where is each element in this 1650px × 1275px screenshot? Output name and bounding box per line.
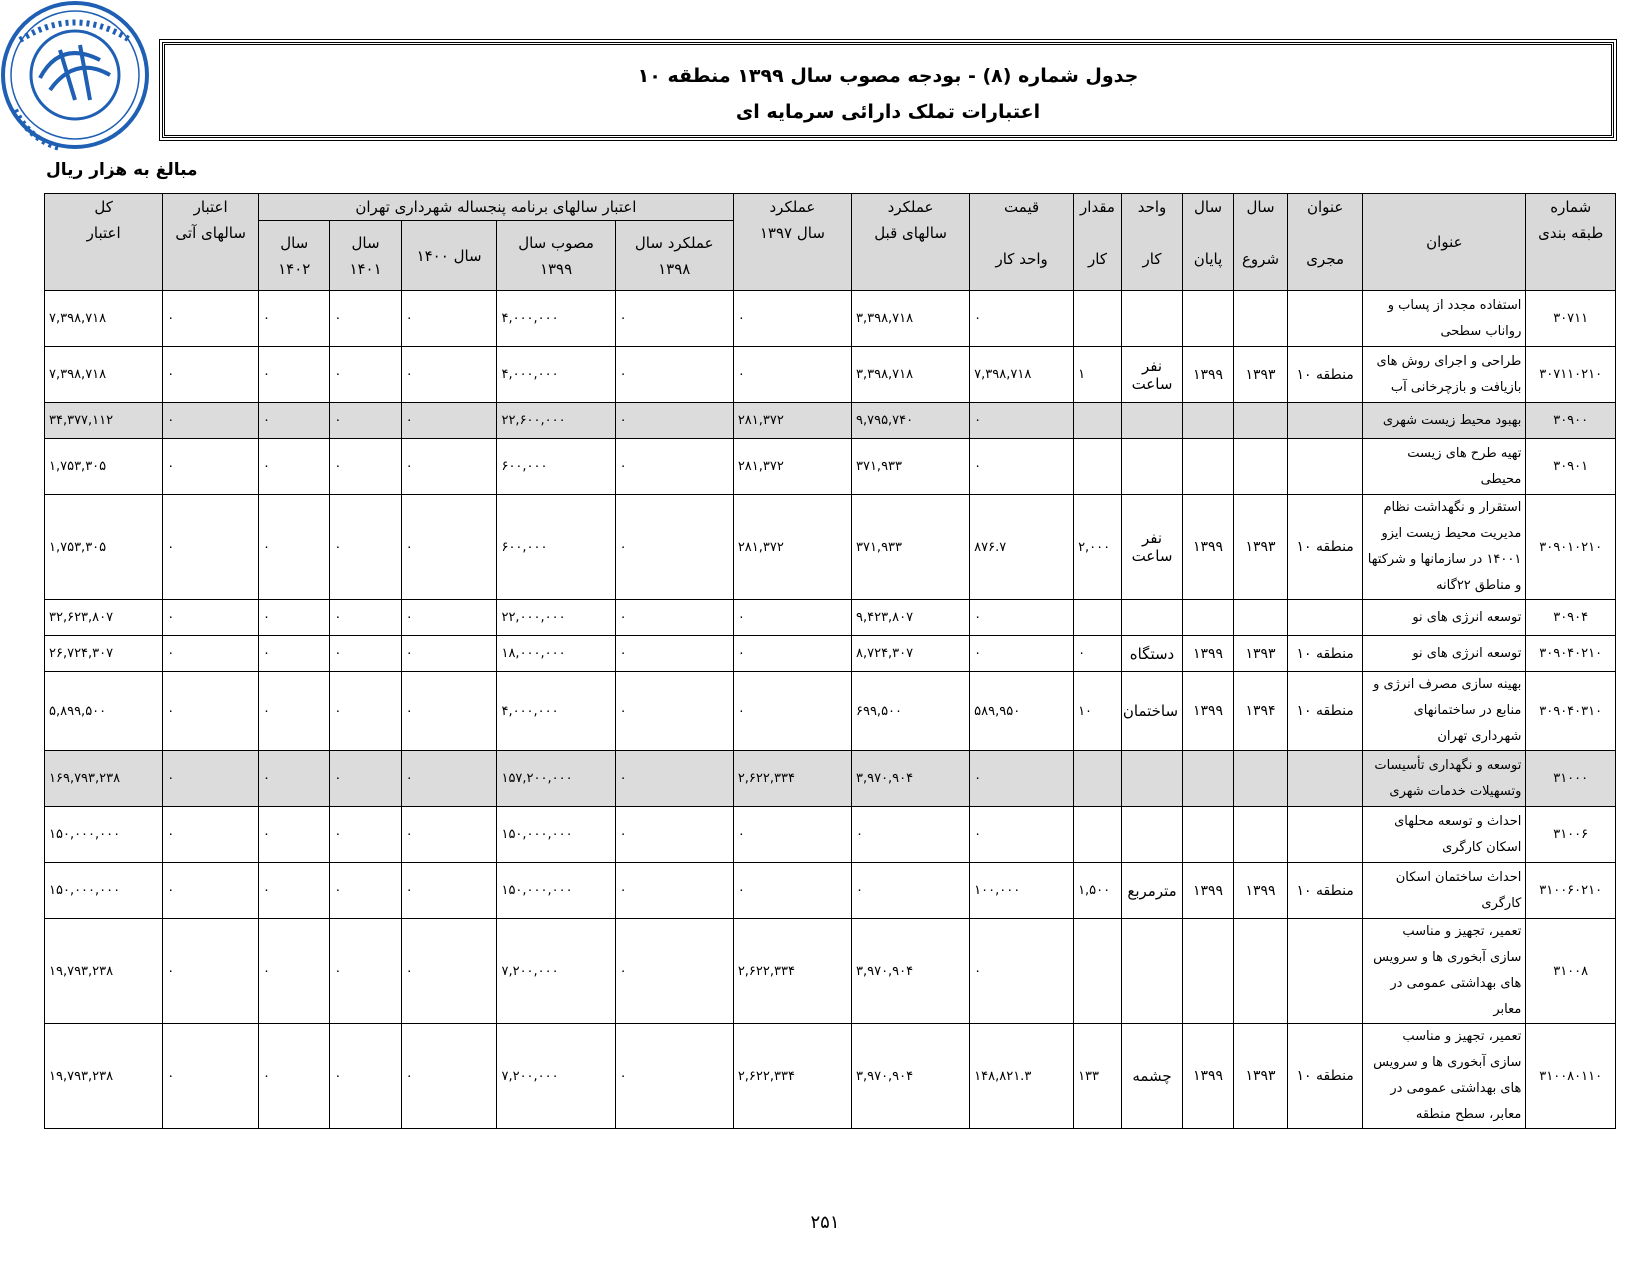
budget-table <box>44 193 1616 1129</box>
cell-y1401: ۰ <box>330 439 401 495</box>
cell-executor: منطقه ۱۰ <box>1287 1024 1362 1129</box>
cell-price: ۰ <box>970 751 1074 807</box>
cell-unit <box>1121 291 1182 347</box>
table-body <box>45 291 1616 1129</box>
cell-start: ۱۳۹۳ <box>1234 495 1288 600</box>
cell-qty: ۱ <box>1074 347 1122 403</box>
cell-code: ۳۱۰۰۶۰۲۱۰ <box>1526 863 1616 919</box>
cell-future: ۰ <box>163 439 259 495</box>
cell-code: ۳۰۹۰۱ <box>1526 439 1616 495</box>
cell-y1400: ۰ <box>401 600 497 636</box>
cell-y1398: ۰ <box>615 439 733 495</box>
cell-y1398: ۰ <box>615 347 733 403</box>
cell-start: ۱۳۹۹ <box>1234 863 1288 919</box>
cell-future: ۰ <box>163 919 259 1024</box>
cell-y1398: ۰ <box>615 807 733 863</box>
cell-code: ۳۰۹۰۱۰۲۱۰ <box>1526 495 1616 600</box>
cell-end: ۱۳۹۹ <box>1183 347 1234 403</box>
col-price: قیمت واحد کار <box>970 194 1074 291</box>
cell-end <box>1183 919 1234 1024</box>
col-group-plan: اعتبار سالهای برنامه پنجساله شهرداری تهران <box>259 194 734 221</box>
cell-y1399: ۴,۰۰۰,۰۰۰ <box>497 672 615 751</box>
cell-y1399: ۷,۲۰۰,۰۰۰ <box>497 1024 615 1129</box>
cell-y1401: ۰ <box>330 863 401 919</box>
page-subtitle: اعتبارات تملک دارائی سرمایه ای <box>735 101 1041 123</box>
cell-title: استفاده مجدد از پساب و رواناب سطحی <box>1363 291 1526 347</box>
table-row <box>45 403 1616 439</box>
cell-total: ۱,۷۵۳,۳۰۵ <box>45 495 163 600</box>
cell-unit: دستگاه <box>1121 636 1182 672</box>
cell-title: تعمیر، تجهیز و مناسب سازی آبخوری ها و سرویس های بهداشتی عمومی در معابر، سطح منطقه <box>1363 1024 1526 1129</box>
cell-price: ۵۸۹,۹۵۰ <box>970 672 1074 751</box>
cell-prev: ۳,۳۹۸,۷۱۸ <box>851 291 969 347</box>
cell-y1399: ۷,۲۰۰,۰۰۰ <box>497 919 615 1024</box>
cell-y1402: ۰ <box>259 403 330 439</box>
cell-end <box>1183 403 1234 439</box>
cell-total: ۱۹,۷۹۳,۲۳۸ <box>45 919 163 1024</box>
cell-unit <box>1121 751 1182 807</box>
cell-qty: ۲,۰۰۰ <box>1074 495 1122 600</box>
cell-y1397: ۲,۶۲۲,۳۳۴ <box>733 919 851 1024</box>
cell-y1399: ۴,۰۰۰,۰۰۰ <box>497 347 615 403</box>
cell-total: ۷,۳۹۸,۷۱۸ <box>45 291 163 347</box>
cell-y1402: ۰ <box>259 751 330 807</box>
cell-future: ۰ <box>163 636 259 672</box>
cell-y1398: ۰ <box>615 751 733 807</box>
cell-price: ۰ <box>970 600 1074 636</box>
header-row-1 <box>45 194 1616 221</box>
cell-title: تهیه طرح های زیست محیطی <box>1363 439 1526 495</box>
cell-prev: ۸,۷۲۴,۳۰۷ <box>851 636 969 672</box>
cell-y1398: ۰ <box>615 403 733 439</box>
table-row <box>45 347 1616 403</box>
cell-y1399: ۴,۰۰۰,۰۰۰ <box>497 291 615 347</box>
cell-price: ۸۷۶.۷ <box>970 495 1074 600</box>
cell-y1397: ۰ <box>733 636 851 672</box>
cell-title: بهبود محیط زیست شهری <box>1363 403 1526 439</box>
cell-y1401: ۰ <box>330 672 401 751</box>
cell-start <box>1234 600 1288 636</box>
cell-y1400: ۰ <box>401 863 497 919</box>
cell-executor <box>1287 919 1362 1024</box>
cell-total: ۷,۳۹۸,۷۱۸ <box>45 347 163 403</box>
cell-future: ۰ <box>163 291 259 347</box>
cell-executor <box>1287 807 1362 863</box>
cell-y1397: ۲۸۱,۳۷۲ <box>733 495 851 600</box>
cell-total: ۵,۸۹۹,۵۰۰ <box>45 672 163 751</box>
table-row <box>45 751 1616 807</box>
cell-end <box>1183 439 1234 495</box>
cell-executor <box>1287 751 1362 807</box>
cell-executor <box>1287 439 1362 495</box>
cell-end <box>1183 291 1234 347</box>
col-total: کل اعتبار <box>45 194 163 291</box>
cell-y1398: ۰ <box>615 863 733 919</box>
cell-start <box>1234 291 1288 347</box>
cell-total: ۱۵۰,۰۰۰,۰۰۰ <box>45 863 163 919</box>
cell-executor <box>1287 291 1362 347</box>
col-executor: عنوان مجری <box>1287 194 1362 291</box>
cell-total: ۳۲,۶۲۳,۸۰۷ <box>45 600 163 636</box>
cell-y1398: ۰ <box>615 636 733 672</box>
cell-unit <box>1121 439 1182 495</box>
cell-unit <box>1121 807 1182 863</box>
cell-code: ۳۰۹۰۴ <box>1526 600 1616 636</box>
cell-future: ۰ <box>163 600 259 636</box>
cell-y1400: ۰ <box>401 1024 497 1129</box>
cell-prev: ۰ <box>851 807 969 863</box>
cell-y1400: ۰ <box>401 403 497 439</box>
cell-y1402: ۰ <box>259 347 330 403</box>
cell-y1397: ۲,۶۲۲,۳۳۴ <box>733 751 851 807</box>
cell-y1399: ۱۵۷,۲۰۰,۰۰۰ <box>497 751 615 807</box>
cell-y1397: ۰ <box>733 600 851 636</box>
cell-y1402: ۰ <box>259 1024 330 1129</box>
cell-y1401: ۰ <box>330 403 401 439</box>
cell-y1400: ۰ <box>401 439 497 495</box>
col-1402: سال ۱۴۰۲ <box>259 221 330 291</box>
cell-y1398: ۰ <box>615 600 733 636</box>
cell-y1399: ۲۲,۶۰۰,۰۰۰ <box>497 403 615 439</box>
col-code: شماره طبقه بندی <box>1526 194 1616 291</box>
cell-prev: ۶۹۹,۵۰۰ <box>851 672 969 751</box>
cell-y1400: ۰ <box>401 672 497 751</box>
cell-prev: ۳۷۱,۹۳۳ <box>851 439 969 495</box>
cell-y1402: ۰ <box>259 291 330 347</box>
cell-end <box>1183 807 1234 863</box>
cell-prev: ۹,۷۹۵,۷۴۰ <box>851 403 969 439</box>
cell-y1402: ۰ <box>259 672 330 751</box>
cell-y1399: ۲۲,۰۰۰,۰۰۰ <box>497 600 615 636</box>
cell-unit: چشمه <box>1121 1024 1182 1129</box>
table-row <box>45 1024 1616 1129</box>
cell-end: ۱۳۹۹ <box>1183 636 1234 672</box>
cell-end: ۱۳۹۹ <box>1183 1024 1234 1129</box>
cell-price: ۷,۳۹۸,۷۱۸ <box>970 347 1074 403</box>
cell-start: ۱۳۹۳ <box>1234 1024 1288 1129</box>
cell-y1400: ۰ <box>401 495 497 600</box>
cell-total: ۲۶,۷۲۴,۳۰۷ <box>45 636 163 672</box>
col-prev: عملکرد سالهای قبل <box>851 194 969 291</box>
cell-executor: منطقه ۱۰ <box>1287 495 1362 600</box>
cell-y1402: ۰ <box>259 439 330 495</box>
cell-price: ۰ <box>970 919 1074 1024</box>
cell-y1402: ۰ <box>259 807 330 863</box>
cell-y1401: ۰ <box>330 636 401 672</box>
cell-y1400: ۰ <box>401 347 497 403</box>
cell-future: ۰ <box>163 863 259 919</box>
cell-y1401: ۰ <box>330 751 401 807</box>
cell-title: احداث ساختمان اسکان کارگری <box>1363 863 1526 919</box>
cell-future: ۰ <box>163 751 259 807</box>
col-future: اعتبار سالهای آتی <box>163 194 259 291</box>
cell-unit: ساختمان <box>1121 672 1182 751</box>
cell-total: ۱,۷۵۳,۳۰۵ <box>45 439 163 495</box>
cell-y1402: ۰ <box>259 919 330 1024</box>
cell-y1400: ۰ <box>401 291 497 347</box>
cell-price: ۰ <box>970 403 1074 439</box>
cell-y1398: ۰ <box>615 495 733 600</box>
table-row <box>45 600 1616 636</box>
table-row <box>45 439 1616 495</box>
cell-price: ۰ <box>970 636 1074 672</box>
cell-y1399: ۱۵۰,۰۰۰,۰۰۰ <box>497 863 615 919</box>
cell-y1397: ۲۸۱,۳۷۲ <box>733 439 851 495</box>
cell-code: ۳۰۹۰۴۰۳۱۰ <box>1526 672 1616 751</box>
cell-executor: منطقه ۱۰ <box>1287 636 1362 672</box>
page-title: جدول شماره (۸) - بودجه مصوب سال ۱۳۹۹ منطقه ۱۰ <box>637 65 1139 87</box>
cell-title: بهینه سازی مصرف انرژی و منابع در ساختمانهای شهرداری تهران <box>1363 672 1526 751</box>
council-seal-logo <box>0 0 160 160</box>
cell-qty <box>1074 919 1122 1024</box>
cell-start: ۱۳۹۴ <box>1234 672 1288 751</box>
cell-y1400: ۰ <box>401 807 497 863</box>
cell-y1401: ۰ <box>330 600 401 636</box>
cell-y1397: ۲,۶۲۲,۳۳۴ <box>733 1024 851 1129</box>
cell-price: ۱۰۰,۰۰۰ <box>970 863 1074 919</box>
cell-end: ۱۳۹۹ <box>1183 863 1234 919</box>
cell-qty <box>1074 403 1122 439</box>
cell-code: ۳۱۰۰۶ <box>1526 807 1616 863</box>
table-row <box>45 863 1616 919</box>
table-row <box>45 672 1616 751</box>
cell-qty <box>1074 600 1122 636</box>
cell-future: ۰ <box>163 347 259 403</box>
col-title: عنوان <box>1363 194 1526 291</box>
cell-price: ۱۴۸,۸۲۱.۳ <box>970 1024 1074 1129</box>
cell-qty <box>1074 439 1122 495</box>
cell-code: ۳۰۹۰۴۰۲۱۰ <box>1526 636 1616 672</box>
cell-future: ۰ <box>163 403 259 439</box>
cell-y1398: ۰ <box>615 1024 733 1129</box>
table-row <box>45 919 1616 1024</box>
cell-end <box>1183 751 1234 807</box>
cell-prev: ۳,۹۷۰,۹۰۴ <box>851 919 969 1024</box>
col-1400: سال ۱۴۰۰ <box>401 221 497 291</box>
cell-title: توسعه انرژی های نو <box>1363 600 1526 636</box>
cell-qty: ۱۳۳ <box>1074 1024 1122 1129</box>
col-1399: مصوب سال ۱۳۹۹ <box>497 221 615 291</box>
cell-y1400: ۰ <box>401 636 497 672</box>
cell-y1397: ۰ <box>733 291 851 347</box>
cell-prev: ۰ <box>851 863 969 919</box>
cell-price: ۰ <box>970 439 1074 495</box>
cell-y1399: ۱۸,۰۰۰,۰۰۰ <box>497 636 615 672</box>
cell-unit <box>1121 403 1182 439</box>
cell-y1399: ۶۰۰,۰۰۰ <box>497 439 615 495</box>
title-box <box>162 42 1614 138</box>
cell-prev: ۳۷۱,۹۳۳ <box>851 495 969 600</box>
cell-y1401: ۰ <box>330 347 401 403</box>
cell-y1401: ۰ <box>330 1024 401 1129</box>
cell-total: ۱۹,۷۹۳,۲۳۸ <box>45 1024 163 1129</box>
cell-code: ۳۱۰۰۰ <box>1526 751 1616 807</box>
cell-end <box>1183 600 1234 636</box>
cell-executor: منطقه ۱۰ <box>1287 347 1362 403</box>
cell-unit <box>1121 600 1182 636</box>
cell-prev: ۳,۹۷۰,۹۰۴ <box>851 751 969 807</box>
cell-y1400: ۰ <box>401 919 497 1024</box>
cell-code: ۳۰۷۱۱ <box>1526 291 1616 347</box>
cell-title: توسعه انرژی های نو <box>1363 636 1526 672</box>
cell-total: ۱۶۹,۷۹۳,۲۳۸ <box>45 751 163 807</box>
cell-executor <box>1287 600 1362 636</box>
cell-code: ۳۱۰۰۸۰۱۱۰ <box>1526 1024 1616 1129</box>
cell-qty: ۱,۵۰۰ <box>1074 863 1122 919</box>
cell-y1398: ۰ <box>615 672 733 751</box>
cell-total: ۱۵۰,۰۰۰,۰۰۰ <box>45 807 163 863</box>
cell-y1401: ۰ <box>330 291 401 347</box>
cell-start <box>1234 751 1288 807</box>
cell-total: ۳۴,۳۷۷,۱۱۲ <box>45 403 163 439</box>
cell-start <box>1234 439 1288 495</box>
cell-future: ۰ <box>163 1024 259 1129</box>
cell-y1398: ۰ <box>615 291 733 347</box>
cell-y1401: ۰ <box>330 919 401 1024</box>
cell-title: احداث و توسعه محلهای اسکان کارگری <box>1363 807 1526 863</box>
cell-y1398: ۰ <box>615 919 733 1024</box>
table-row <box>45 291 1616 347</box>
cell-y1402: ۰ <box>259 636 330 672</box>
col-1398: عملکرد سال ۱۳۹۸ <box>615 221 733 291</box>
cell-executor <box>1287 403 1362 439</box>
cell-price: ۰ <box>970 807 1074 863</box>
cell-code: ۳۰۷۱۱۰۲۱۰ <box>1526 347 1616 403</box>
cell-start <box>1234 403 1288 439</box>
cell-y1397: ۰ <box>733 863 851 919</box>
cell-y1402: ۰ <box>259 600 330 636</box>
col-1397: عملکرد سال ۱۳۹۷ <box>733 194 851 291</box>
cell-qty: ۱۰ <box>1074 672 1122 751</box>
cell-y1397: ۲۸۱,۳۷۲ <box>733 403 851 439</box>
cell-future: ۰ <box>163 495 259 600</box>
cell-y1401: ۰ <box>330 807 401 863</box>
cell-prev: ۳,۳۹۸,۷۱۸ <box>851 347 969 403</box>
cell-qty <box>1074 751 1122 807</box>
page-number: ۲۵۱ <box>810 1212 840 1233</box>
cell-code: ۳۱۰۰۸ <box>1526 919 1616 1024</box>
cell-y1399: ۶۰۰,۰۰۰ <box>497 495 615 600</box>
cell-prev: ۹,۴۲۳,۸۰۷ <box>851 600 969 636</box>
cell-unit: نفر ساعت <box>1121 495 1182 600</box>
cell-code: ۳۰۹۰۰ <box>1526 403 1616 439</box>
cell-start: ۱۳۹۳ <box>1234 636 1288 672</box>
cell-executor: منطقه ۱۰ <box>1287 863 1362 919</box>
cell-y1397: ۰ <box>733 807 851 863</box>
cell-title: تعمیر، تجهیز و مناسب سازی آبخوری ها و سرویس های بهداشتی عمومی در معابر <box>1363 919 1526 1024</box>
table-row <box>45 495 1616 600</box>
col-1401: سال ۱۴۰۱ <box>330 221 401 291</box>
cell-executor: منطقه ۱۰ <box>1287 672 1362 751</box>
col-end: سال پایان <box>1183 194 1234 291</box>
cell-y1402: ۰ <box>259 863 330 919</box>
cell-end: ۱۳۹۹ <box>1183 672 1234 751</box>
cell-qty: ۰ <box>1074 636 1122 672</box>
currency-note: مبالغ به هزار ریال <box>46 160 198 180</box>
cell-y1397: ۰ <box>733 347 851 403</box>
cell-end: ۱۳۹۹ <box>1183 495 1234 600</box>
cell-title: طراحی و اجرای روش های بازیافت و بازچرخانی آب <box>1363 347 1526 403</box>
cell-unit: نفر ساعت <box>1121 347 1182 403</box>
cell-unit <box>1121 919 1182 1024</box>
cell-unit: مترمربع <box>1121 863 1182 919</box>
cell-future: ۰ <box>163 807 259 863</box>
cell-qty <box>1074 291 1122 347</box>
col-qty: مقدار کار <box>1074 194 1122 291</box>
cell-y1402: ۰ <box>259 495 330 600</box>
cell-start <box>1234 919 1288 1024</box>
cell-start <box>1234 807 1288 863</box>
col-unit: واحد کار <box>1121 194 1182 291</box>
cell-price: ۰ <box>970 291 1074 347</box>
cell-y1400: ۰ <box>401 751 497 807</box>
cell-qty <box>1074 807 1122 863</box>
cell-future: ۰ <box>163 672 259 751</box>
cell-y1401: ۰ <box>330 495 401 600</box>
table-row <box>45 636 1616 672</box>
cell-title: استقرار و نگهداشت نظام مدیریت محیط زیست ایزو ۱۴۰۰۱ در سازمانها و شرکتها و مناطق ۲۲گانه <box>1363 495 1526 600</box>
table-row <box>45 807 1616 863</box>
cell-prev: ۳,۹۷۰,۹۰۴ <box>851 1024 969 1129</box>
cell-y1399: ۱۵۰,۰۰۰,۰۰۰ <box>497 807 615 863</box>
cell-start: ۱۳۹۳ <box>1234 347 1288 403</box>
cell-title: توسعه و نگهداری تأسیسات وتسهیلات خدمات شهری <box>1363 751 1526 807</box>
col-start: سال شروع <box>1234 194 1288 291</box>
cell-y1397: ۰ <box>733 672 851 751</box>
